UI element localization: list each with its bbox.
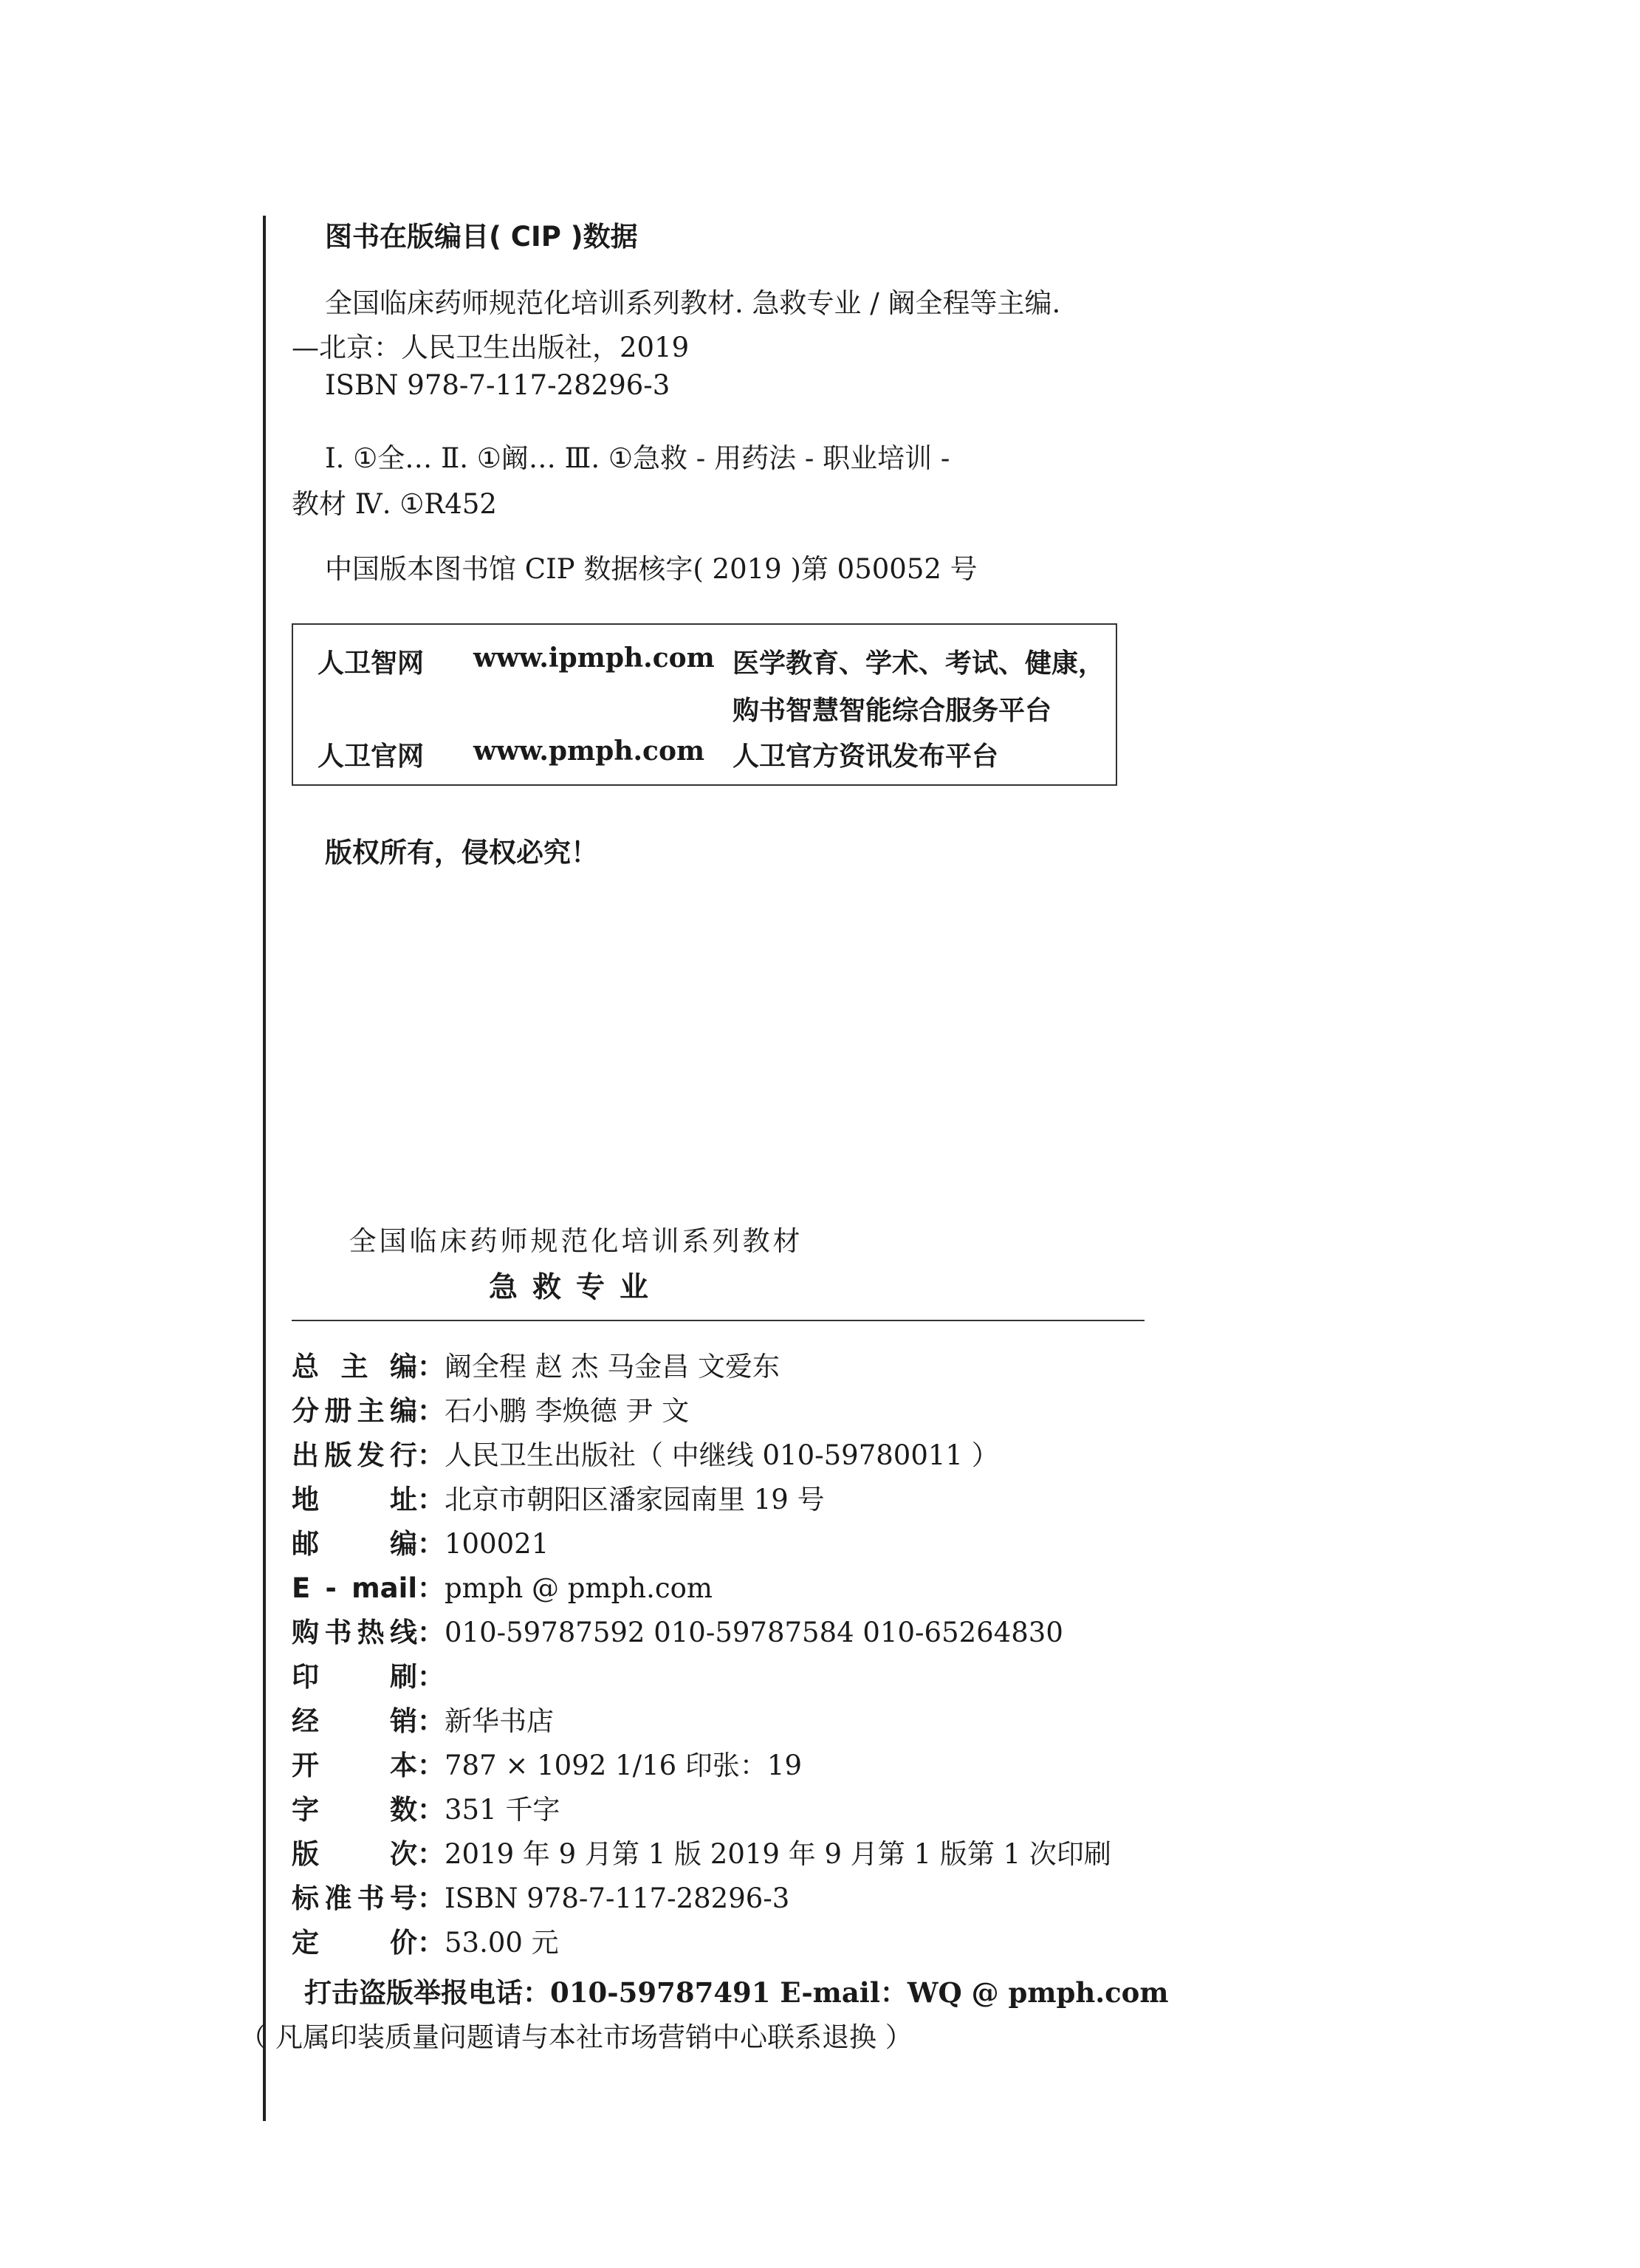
info-value: 53.00 元 <box>445 1927 559 1959</box>
info-colon: ： <box>417 1395 445 1427</box>
cip-title: 图书在版编目( CIP )数据 <box>325 221 638 253</box>
info-row <box>292 1566 713 1606</box>
piracy-report-line: 打击盗版举报电话：010-59787491 E-mail：WQ @ pmph.com <box>304 1976 1169 2009</box>
info-colon: ： <box>417 1351 445 1383</box>
info-value: 新华书店 <box>445 1705 554 1737</box>
info-row <box>292 1699 554 1738</box>
info-label: 出版发行 <box>292 1439 417 1471</box>
info-value[interactable]: pmph @ pmph.com <box>445 1572 713 1604</box>
subject-title: 急救专业 <box>488 1271 663 1304</box>
info-label: 总 主 编 <box>292 1351 417 1383</box>
info-row <box>292 1787 560 1827</box>
info-colon: ： <box>417 1528 445 1560</box>
info-label: 定价 <box>292 1927 417 1959</box>
info-label: 分册主编 <box>292 1395 417 1427</box>
box-row1-url[interactable]: www.ipmph.com <box>473 643 715 674</box>
info-row <box>292 1876 789 1916</box>
info-colon: ： <box>417 1882 445 1914</box>
info-colon: ： <box>417 1617 445 1648</box>
info-value: ISBN 978-7-117-28296-3 <box>445 1882 790 1914</box>
box-row2-desc: 购书智慧智能综合服务平台 <box>732 696 1052 726</box>
series-title: 全国临床药师规范化培训系列教材 <box>349 1225 803 1257</box>
info-value: 人民卫生出版社（ 中继线 010-59780011 ） <box>445 1439 999 1471</box>
info-value: 北京市朝阳区潘家园南里 19 号 <box>445 1484 825 1515</box>
info-colon: ： <box>417 1661 445 1693</box>
info-value: 100021 <box>445 1528 549 1560</box>
info-row <box>292 1344 780 1384</box>
info-label: 字数 <box>292 1794 417 1826</box>
info-colon: ： <box>417 1927 445 1959</box>
info-value: 石小鹏 李焕德 尹 文 <box>445 1395 690 1427</box>
info-value: 阚全程 赵 杰 马金昌 文爱东 <box>445 1351 780 1383</box>
info-value: 2019 年 9 月第 1 版 2019 年 9 月第 1 版第 1 次印刷 <box>445 1838 1111 1870</box>
margin-rule <box>263 216 266 2121</box>
info-colon: ： <box>417 1794 445 1826</box>
info-label: 购书热线 <box>292 1617 417 1648</box>
cip-line-5: 教材 Ⅳ. ①R452 <box>292 488 497 520</box>
info-row <box>292 1832 1111 1871</box>
cip-line-1: 全国临床药师规范化培训系列教材. 急救专业 / 阚全程等主编. <box>325 287 1061 319</box>
cip-line-3: ISBN 978-7-117-28296-3 <box>325 369 670 401</box>
cip-line-2: —北京：人民卫生出版社，2019 <box>292 332 690 363</box>
info-label: 开本 <box>292 1750 417 1781</box>
info-label: E - mail <box>292 1572 417 1604</box>
info-value: 010-59787592 010-59787584 010-65264830 <box>445 1617 1063 1648</box>
info-colon: ： <box>417 1439 445 1471</box>
info-label: 版次 <box>292 1838 417 1870</box>
box-row1-name: 人卫智网 <box>318 648 425 679</box>
info-label: 地址 <box>292 1484 417 1515</box>
info-value: 787 × 1092 1/16 印张：19 <box>445 1750 802 1781</box>
info-row <box>292 1433 999 1473</box>
info-row <box>292 1388 689 1428</box>
info-row <box>292 1920 559 1960</box>
info-colon: ： <box>417 1705 445 1737</box>
info-row <box>292 1610 1063 1650</box>
info-colon: ： <box>417 1750 445 1781</box>
info-colon: ： <box>417 1572 445 1604</box>
box-row3-desc: 人卫官方资讯发布平台 <box>732 741 999 772</box>
website-box <box>292 623 1117 786</box>
box-row1-desc: 医学教育、学术、考试、健康， <box>732 648 1105 679</box>
info-row <box>292 1743 802 1783</box>
info-label: 经销 <box>292 1705 417 1737</box>
cip-line-6: 中国版本图书馆 CIP 数据核字( 2019 )第 050052 号 <box>325 553 978 585</box>
info-label: 印刷 <box>292 1661 417 1693</box>
info-row <box>292 1654 445 1694</box>
cip-line-4: Ⅰ. ①全… Ⅱ. ①阚… Ⅲ. ①急救 - 用药法 - 职业培训 - <box>325 442 950 474</box>
box-row3-name: 人卫官网 <box>318 741 425 772</box>
box-row3-url[interactable]: www.pmph.com <box>473 736 705 767</box>
copyright-notice: 版权所有，侵权必究！ <box>325 837 598 869</box>
info-colon: ： <box>417 1484 445 1515</box>
info-colon: ： <box>417 1838 445 1870</box>
divider <box>292 1320 1145 1321</box>
info-row <box>292 1477 825 1517</box>
quality-notice: （ 凡属印装质量问题请与本社市场营销中心联系退换 ） <box>239 2021 913 2053</box>
info-label: 标准书号 <box>292 1882 417 1914</box>
info-label: 邮编 <box>292 1528 417 1560</box>
info-value: 351 千字 <box>445 1794 560 1826</box>
info-row <box>292 1521 549 1561</box>
